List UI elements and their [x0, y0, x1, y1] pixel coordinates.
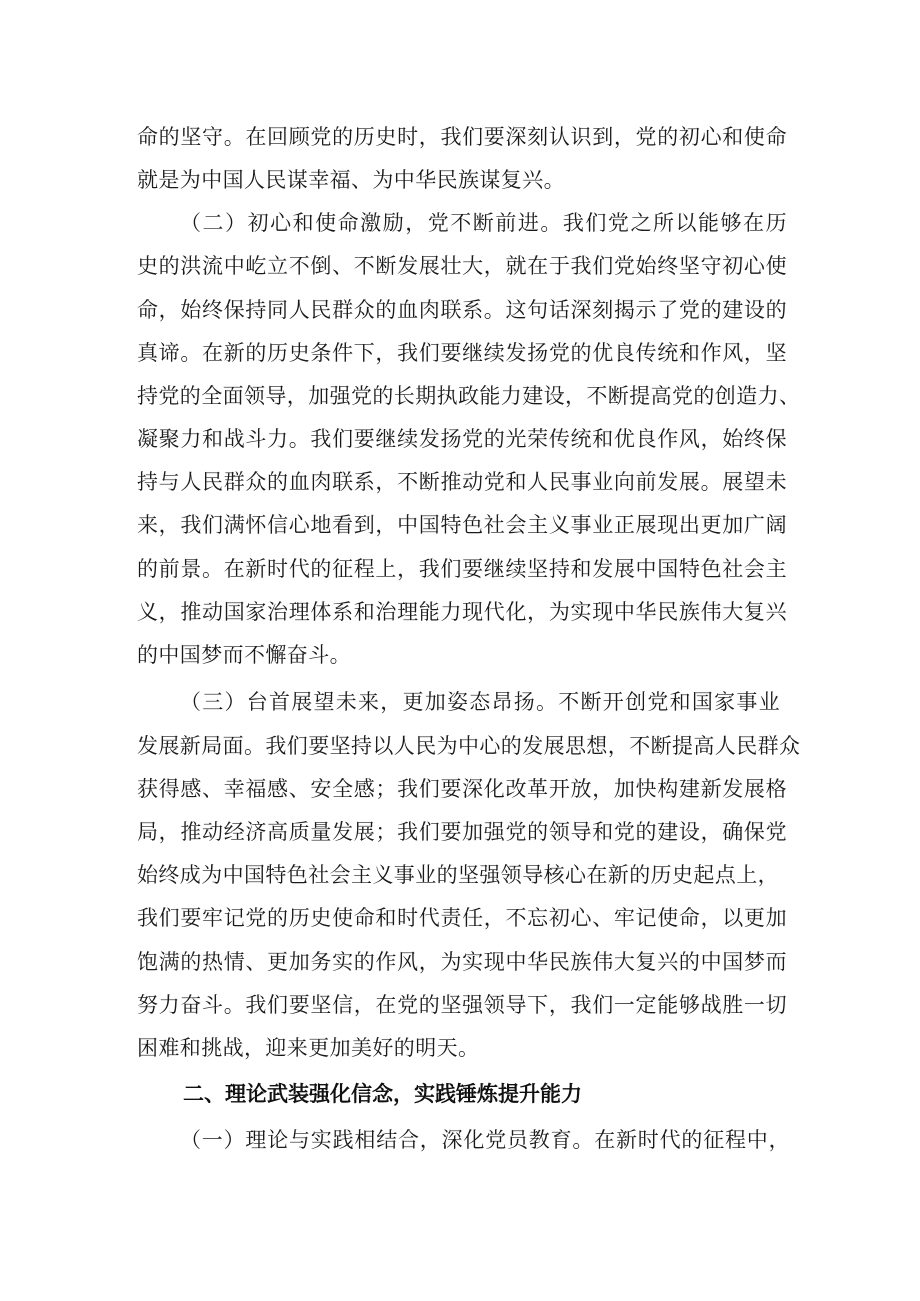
text-line: 饱满的热情、更加务实的作风，为实现中华民族伟大复兴的中国梦而 — [137, 950, 787, 974]
text-line: 困难和挑战，迎来更加美好的明天。 — [137, 1036, 480, 1060]
text-line: 发展新局面。我们要坚持以人民为中心的发展思想，不断提高人民群众 — [137, 734, 801, 758]
text-line: 的中国梦而不懈奋斗。 — [137, 643, 351, 667]
text-line: 来，我们满怀信心地看到，中国特色社会主义事业正展现出更加广阔 — [137, 513, 787, 537]
text-line: 努力奋斗。我们要坚信，在党的坚强领导下，我们一定能够战胜一切 — [137, 993, 787, 1017]
text-line: 的前景。在新时代的征程上，我们要继续坚持和发展中国特色社会主 — [137, 557, 787, 581]
text-line: 史的洪流中屹立不倒、不断发展壮大，就在于我们党始终坚守初心使 — [137, 254, 787, 278]
text-line: 命，始终保持同人民群众的血肉联系。这句话深刻揭示了党的建设的 — [137, 298, 787, 322]
text-line: 凝聚力和战斗力。我们要继续发扬党的光荣传统和优良作风，始终保 — [137, 427, 787, 451]
paragraph-start-line: （二）初心和使命激励，党不断前进。我们党之所以能够在历 — [180, 211, 787, 235]
paragraph-start-line: （一）理论与实践相结合，深化党员教育。在新时代的征程中， — [180, 1128, 790, 1152]
text-line: 局，推动经济高质量发展；我们要加强党的领导和党的建设，确保党 — [137, 820, 787, 844]
text-line: 获得感、幸福感、安全感；我们要深化改革开放，加快构建新发展格 — [137, 777, 787, 801]
text-line: 真谛。在新的历史条件下，我们要继续发扬党的优良传统和作风，坚 — [137, 341, 787, 365]
text-line: 持党的全面领导，加强党的长期执政能力建设，不断提高党的创造力、 — [137, 384, 801, 408]
paragraph-start-line: （三）台首展望未来，更加姿态昂扬。不断开创党和国家事业 — [180, 690, 780, 714]
text-line: 持与人民群众的血肉联系，不断推动党和人民事业向前发展。展望未 — [137, 470, 787, 494]
text-line: 就是为中国人民谋幸福、为中华民族谋复兴。 — [137, 168, 565, 192]
text-line: 命的坚守。在回顾党的历史时，我们要深刻认识到，党的初心和使命 — [137, 125, 787, 149]
section-heading: 二、理论武装强化信念，实践锤炼提升能力 — [183, 1082, 582, 1106]
text-line: 始终成为中国特色社会主义事业的坚强领导核心在新的历史起点上， — [137, 863, 779, 887]
text-line: 义，推动国家治理体系和治理能力现代化，为实现中华民族伟大复兴 — [137, 600, 787, 624]
text-line: 我们要牢记党的历史使命和时代责任，不忘初心、牢记使命，以更加 — [137, 906, 787, 930]
